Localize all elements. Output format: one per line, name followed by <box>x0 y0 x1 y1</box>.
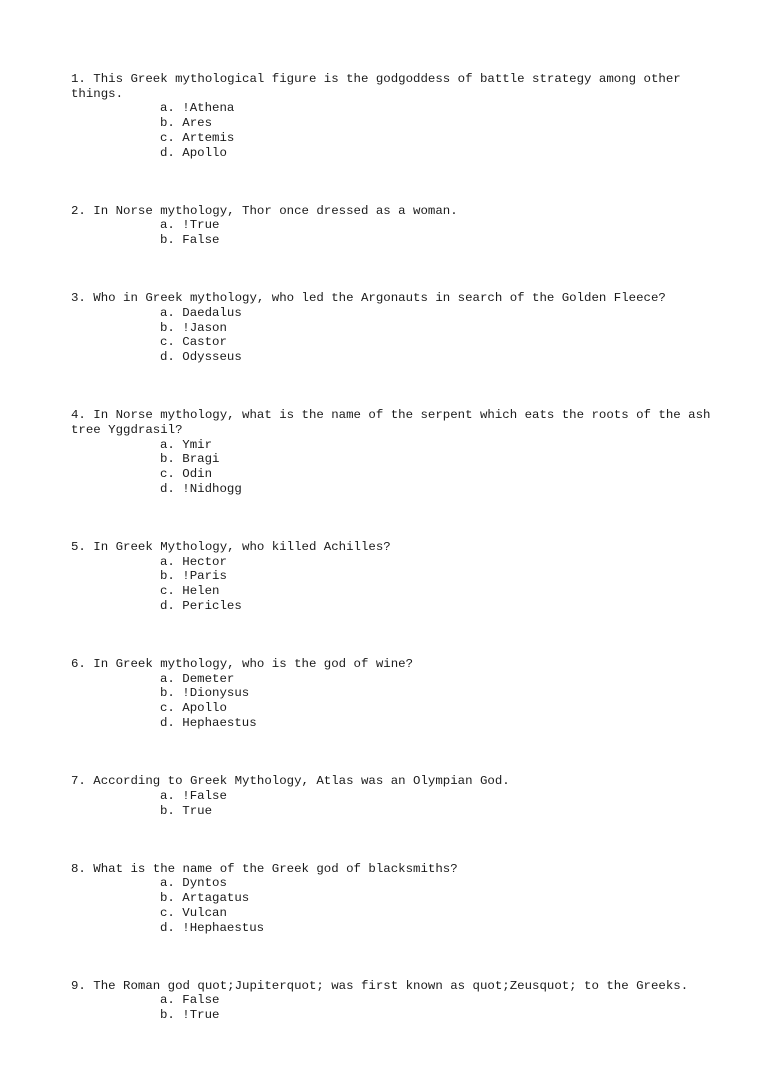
answer-option: d. !Hephaestus <box>160 920 265 935</box>
answer-options <box>71 789 711 818</box>
answer-option: d. Apollo <box>160 145 227 160</box>
answer-option: a. Demeter <box>160 671 235 686</box>
answer-options <box>71 101 711 160</box>
answer-option: b. !Jason <box>160 320 227 335</box>
answer-option: d. !Nidhogg <box>160 481 242 496</box>
question-text: 4. In Norse mythology, what is the name of the serpent which eats the roots of the ash tree Yggdrasil? <box>71 408 718 438</box>
question-9 <box>71 979 711 1023</box>
answer-option: a. Daedalus <box>160 306 242 321</box>
answer-options <box>71 993 711 1022</box>
answer-option: c. Castor <box>160 335 227 350</box>
question-6 <box>71 657 711 731</box>
answer-options <box>71 672 711 731</box>
question-text: 7. According to Greek Mythology, Atlas was an Olympian God. <box>71 774 510 789</box>
answer-option: a. Hector <box>160 554 227 569</box>
quiz-document <box>71 72 718 1066</box>
question-3 <box>71 291 711 365</box>
answer-option: b. False <box>160 233 220 248</box>
answer-option: d. Hephaestus <box>160 715 257 730</box>
answer-option: c. Odin <box>160 467 213 482</box>
answer-option: b. !Dionysus <box>160 686 250 701</box>
answer-option: a. !Athena <box>160 101 235 116</box>
question-text: 1. This Greek mythological figure is the godgoddess of battle strategy among other things. <box>71 72 689 101</box>
question-text: 2. In Norse mythology, Thor once dressed as a woman. <box>71 203 458 218</box>
answer-option: b. Bragi <box>160 452 220 467</box>
question-text: 6. In Greek mythology, who is the god of wine? <box>71 657 414 672</box>
answer-option: c. Helen <box>160 584 220 599</box>
answer-options <box>71 218 711 247</box>
question-text: 5. In Greek Mythology, who killed Achilles? <box>71 540 391 555</box>
question-8 <box>71 862 711 936</box>
answer-option: b. !True <box>160 1008 220 1023</box>
answer-options <box>71 438 711 497</box>
answer-option: c. Vulcan <box>160 905 227 920</box>
question-1 <box>71 72 711 160</box>
answer-option: c. Artemis <box>160 130 235 145</box>
question-text: 3. Who in Greek mythology, who led the Argonauts in search of the Golden Fleece? <box>71 291 666 306</box>
question-2 <box>71 204 711 248</box>
answer-option: d. Odysseus <box>160 350 242 365</box>
question-text: 9. The Roman god quot;Jupiterquot; was first known as quot;Zeusquot; to the Greeks. <box>71 978 689 993</box>
question-5 <box>71 540 711 614</box>
answer-option: a. !True <box>160 218 220 233</box>
question-7 <box>71 774 711 818</box>
question-text: 8. What is the name of the Greek god of blacksmiths? <box>71 861 458 876</box>
answer-option: a. False <box>160 993 220 1008</box>
question-4 <box>71 408 718 496</box>
answer-option: b. Ares <box>160 116 213 131</box>
answer-option: b. !Paris <box>160 569 227 584</box>
answer-option: b. Artagatus <box>160 891 250 906</box>
answer-option: a. Ymir <box>160 437 213 452</box>
answer-options <box>71 876 711 935</box>
answer-option: a. !False <box>160 788 227 803</box>
answer-option: c. Apollo <box>160 701 227 716</box>
answer-option: d. Pericles <box>160 598 242 613</box>
answer-options <box>71 306 711 365</box>
answer-option: b. True <box>160 803 213 818</box>
answer-options <box>71 555 711 614</box>
answer-option: a. Dyntos <box>160 876 227 891</box>
